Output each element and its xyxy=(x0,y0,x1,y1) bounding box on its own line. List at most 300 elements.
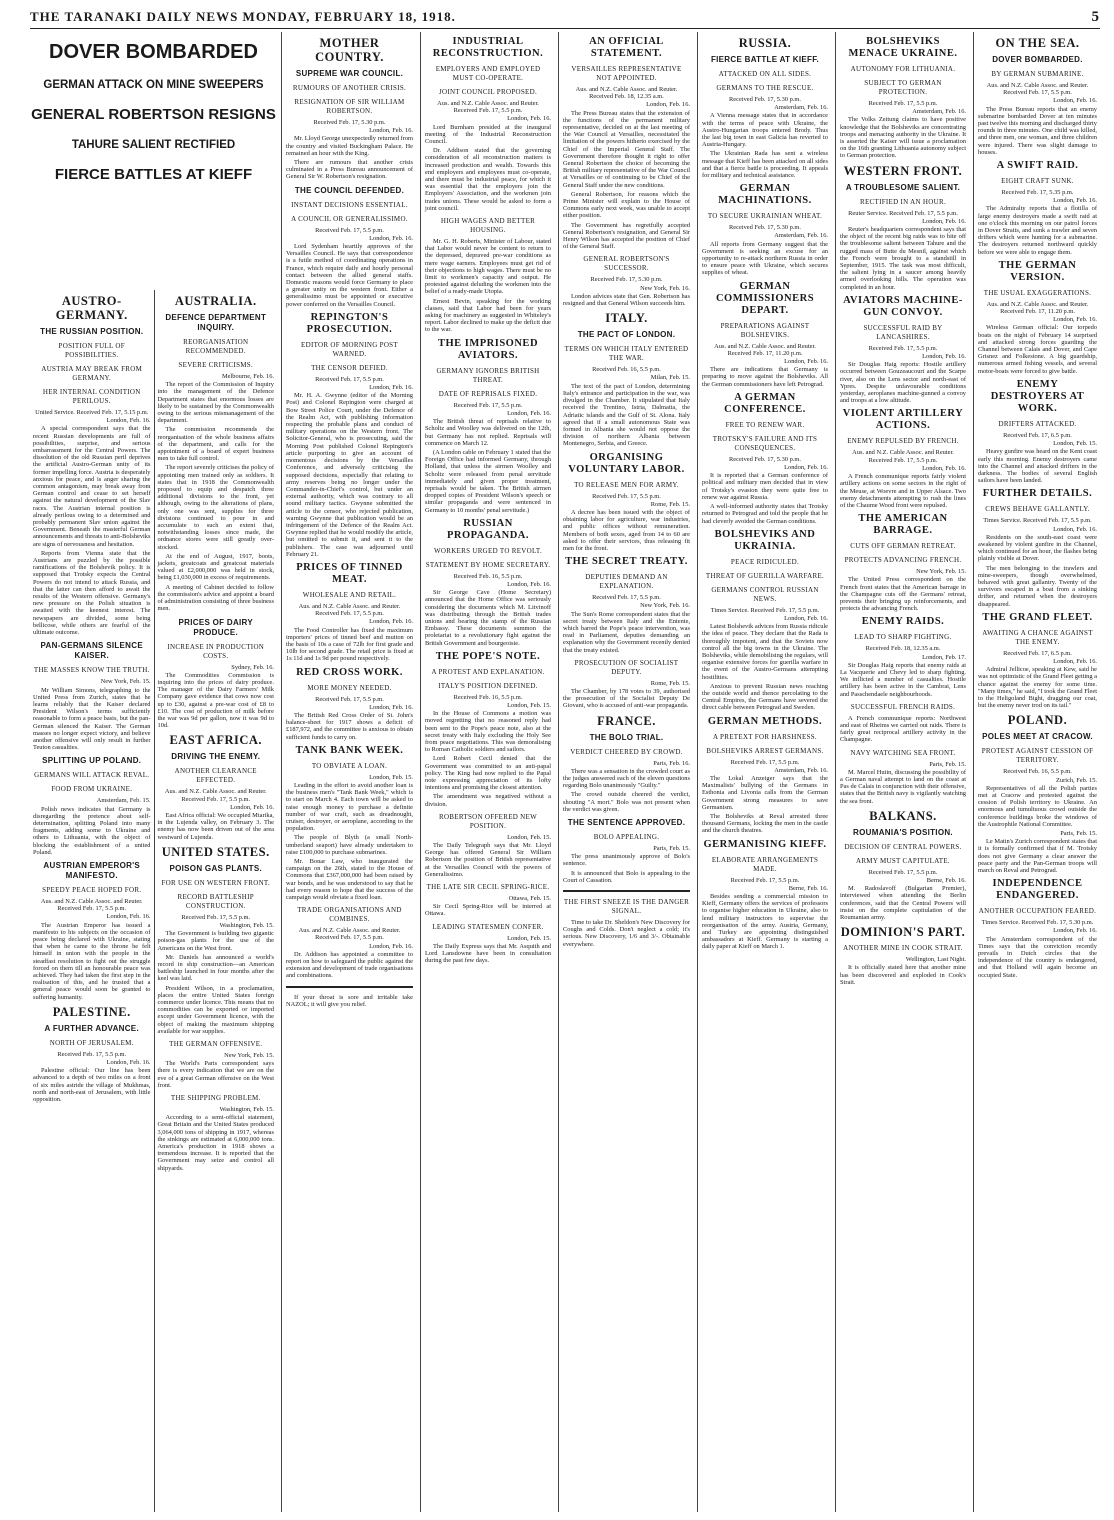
section-head: REPINGTON'S PROSECUTION. xyxy=(306,311,393,335)
section-head: THE GERMAN VERSION. xyxy=(998,259,1077,283)
subhead: FREE TO RENEW WAR. xyxy=(725,420,805,429)
received-line: Received Feb. 17, 5.5 p.m. xyxy=(181,913,251,921)
article-paragraph: The men belonging to the trawlers and mine-sweepers, though overwhelmed, behaved with great gallantry. Twenty of the survivors escaped in a boat from a sinking drifter, and returned when the destroyers disappeared. xyxy=(978,564,1097,608)
article-paragraph: It is officially stated here that another mine has been discovered and exploded in Cook's Strait. xyxy=(840,964,966,986)
subhead: THE BOLO TRIAL. xyxy=(589,732,664,742)
subhead: A TROUBLESOME SALIENT. xyxy=(845,182,961,192)
dateline: Amsterdam, Feb. 16. xyxy=(912,108,966,116)
dateline: London, Feb. 16. xyxy=(369,942,413,950)
subhead: THE USUAL EXAGGERATIONS. xyxy=(983,288,1092,297)
dateline: London, Feb. 16. xyxy=(106,913,151,921)
section-head: GERMAN COMMISSIONERS DEPART. xyxy=(715,280,815,316)
received-line: Received Feb. 17, 5.5 p.m. xyxy=(453,401,523,409)
section-head: GERMAN METHODS. xyxy=(707,715,823,727)
subhead: ROUMANIA'S POSITION. xyxy=(853,827,953,837)
article-paragraph: The Government is building two gigantic poison-gas plants for the use of the Americans on the West front. xyxy=(157,930,274,952)
column-5 xyxy=(697,32,832,1512)
dateline: Melbourne, Feb. 16. xyxy=(221,373,274,380)
dateline: London, Feb. 16. xyxy=(1053,97,1097,105)
dateline: London, Feb. 15. xyxy=(507,701,551,709)
advertisement-text: If your throat is sore and irritable take NAZOL; it will give you relief. xyxy=(286,993,413,1008)
article-paragraph: Mr. Daniels has announced a world's record in ship construction—an American battleship launched in four months after the keel was laid. xyxy=(157,953,274,983)
article-paragraph: The Daily Telegraph says that Mr. Lloyd George has offered General Sir William Robertson the position of British representative at the Versailles Council with the powers of Generalissimo. xyxy=(425,842,551,878)
article-paragraph: The Press Bureau reports that an enemy submarine bombarded Dover at ten minutes past twelve this morning and discharged thirty rounds in three minutes. One child was killed, and three men, one woman, and three children were injured. There was slight damage to houses. xyxy=(978,105,1097,156)
subhead: VERSAILLES REPRESENTATIVE NOT APPOINTED. xyxy=(571,65,682,82)
subhead: ROBERTSON OFFERED NEW POSITION. xyxy=(438,812,538,830)
article-paragraph: Mr William Simons, telegraphing to the United Press from Zurich, states that he learns reliably that the Kaiser declared President Wilson's terms sufficiently reasonable to form a peace basis, but the pan-German silenced the Kaiser. The German masses no longer expect victory, and believe another offensive will only result in further Teuton casualties. xyxy=(33,686,151,752)
subhead: TRADE ORGANISATIONS AND COMBINES. xyxy=(297,906,402,924)
dateline: London, Feb. 15. xyxy=(507,934,551,942)
section-head: PALESTINE. xyxy=(52,1004,131,1019)
received-line: Aus. and N.Z. Cable Assoc. and Reuter. Received Feb. 18, 12.35 a.m. xyxy=(575,86,678,101)
column-6 xyxy=(835,32,970,1512)
subhead: JOINT COUNCIL PROPOSED. xyxy=(438,88,538,96)
article-paragraph: According to a semi-official statement, Great Britain and the United States produced 3,064,000 tons of shipping in 1917, whereas the sinkings are estimated at 6,000,000 tons. America's production in 1918 shows a tremendous increase. It is reported that the Government may seize and control all shipyards. xyxy=(157,1114,274,1172)
article-paragraph: Anxious to prevent Russian news reaching the outside world and thence percolating to the Central Empires, the Germans have severed the direct cable between Petrograd and Sweden. xyxy=(702,682,828,712)
subhead: DRIVING THE ENEMY. xyxy=(171,752,261,762)
article-paragraph: Dr. Addison stated that the governing consideration of all reconstruction matters is increased production and wealth. Towards this end employers and employees must co-operate, and there must be industrial peace, for which it was essential that the employers join the Employers' Association, and the workmen join trades unions. These would be asked to form a joint council. xyxy=(425,147,551,212)
dateline: Amsterdam, Feb. 16. xyxy=(774,104,828,112)
dateline: London, Feb. 16. xyxy=(784,614,828,622)
article-paragraph: The Lokal Anzeiger says that the Maximalists' bullying of the Germans in Esthonia and Livonia calls from the German Government strong measures to save Germanism. xyxy=(702,774,828,811)
article-paragraph: General Robertson, for reasons which the Prime Minister will explain to the House of Commons early next week, was unable to accept either position. xyxy=(563,190,690,220)
received-line: Aus. and N.Z. Cable Assoc. and Reuter. Received Feb. 17, 11.20 p.m. xyxy=(714,342,816,357)
section-head: AUSTRO-GERMANY. xyxy=(55,294,128,322)
dateline: Wellington, Last Night. xyxy=(905,956,966,964)
lead-headline: DOVER BOMBARDED xyxy=(49,41,258,63)
dateline: Berne, Feb. 16. xyxy=(926,876,966,884)
dateline: Paris, Feb. 15. xyxy=(653,845,690,852)
subhead: NAVY WATCHING SEA FRONT. xyxy=(850,748,956,757)
subhead: DEPUTIES DEMAND AN EXPLANATION. xyxy=(585,573,668,591)
section-head: BOLSHEVIKS AND UKRAINIA. xyxy=(714,528,816,552)
received-line: Aus. and N.Z. Cable Assoc. and Reuter. Received Feb. 17, 5.5 p.m. xyxy=(852,449,954,464)
dateline: London, Feb. 16. xyxy=(507,115,551,123)
article-paragraph: Mr. Lloyd George unexpectedly returned from the country and visited Buckingham Palace. He remained an hour with the King. xyxy=(286,135,413,157)
subhead: DRIFTERS ATTACKED. xyxy=(998,419,1077,428)
article-paragraph: Polish news indicates that Germany is disregarding the pretence about self-determination, splitting Poland into many fragments, adding some to Ukraine and others to Lithuania, with the object of blocking the establishment of a united Poland. xyxy=(33,805,151,856)
subhead: AUSTRIAN EMPEROR'S MANIFESTO. xyxy=(43,860,141,880)
masthead-title: THE TARANAKI DAILY NEWS MONDAY, FEBRUARY 18, 1918. xyxy=(30,9,456,24)
received-line: Aus. and N.Z. Cable Assoc. and Reuter. Received Feb. 17, 11.20 p.m. xyxy=(986,300,1089,316)
dateline: Rome, Feb. 15. xyxy=(650,500,690,508)
subhead: PROTEST AGAINST CESSION OF TERRITORY. xyxy=(981,747,1094,765)
divider xyxy=(563,890,690,892)
subhead: SEVERE CRITICISMS. xyxy=(178,361,254,369)
subhead: AWAITING A CHANCE AGAINST THE ENEMY. xyxy=(982,628,1093,646)
subhead: EMPLOYERS AND EMPLOYED MUST CO-OPERATE. xyxy=(435,65,541,82)
subhead: EIGHT CRAFT SUNK. xyxy=(1001,177,1074,186)
column-1 xyxy=(30,32,277,1512)
advertisement-text: Time to take Dr. Sheldon's New Discovery for Coughs and Colds. Don't neglect a cold; it's serious. New Discovery, 1/6 and 3/-. Obtainable everywhere. xyxy=(563,919,690,948)
dateline: London, Feb. 15. xyxy=(369,773,413,781)
dateline: New York, Feb. 16. xyxy=(640,602,690,610)
article-paragraph: Mr. G. H. Roberts, Minister of Labour, stated that Labor would never be content to return to the depressed, depraved pre-war conditions as mere wage earners. Employees must get rid of their objections to high wages. There must be no limit to workmen's capacity and output. He protested against deluding the workmen into the belief of a ready-made Utopia. xyxy=(425,238,551,296)
article-paragraph: Residents on the south-east coast were awakened by violent gunfire in the Channel, which continued for an hour, the flashes being plainly visible at Dover. xyxy=(978,533,1097,563)
dateline: London, Feb. 16. xyxy=(369,618,413,626)
subhead: BOLSHEVIKS ARREST GERMANS. xyxy=(706,746,824,755)
article-paragraph: It is reported that a German conference of political and military men decided that in view of Trotsky's evasion they were quite free to renew war against Russia. xyxy=(702,472,828,501)
subhead: EDITOR OF MORNING POST WARNED. xyxy=(301,340,398,358)
section-head: A SWIFT RAID. xyxy=(996,160,1079,172)
article-paragraph: The commission recommends the reorganisation of the whole business affairs of the department, and calls for the appointment of a board of expert business men to take full control. xyxy=(157,426,274,463)
dateline: London, Feb. 16. xyxy=(784,464,828,472)
lead-deck-1: GERMAN ATTACK ON MINE SWEEPERS xyxy=(43,79,264,91)
received-line: Times Service. Received Feb. 17, 5.5 p.m. xyxy=(983,517,1092,525)
subhead: INSTANT DECISIONS ESSENTIAL. xyxy=(291,200,408,209)
subhead: POLES MEET AT CRACOW. xyxy=(982,732,1093,742)
article-paragraph: Sir Douglas Haig reports: Hostile artillery occurred between Gouzeaucourt and the Scarpe river, also on the Lens sector and north-east of Ypres. Despite unfavourable conditions yesterday, aeroplanes machine-gunned a convoy and troops at a low altitude. xyxy=(840,361,966,405)
article-paragraph: Heavy gunfire was heard on the Kent coast early this morning. Enemy destroyers came into the Channel and attacked drifters in the darkness. The bodies of several English sailors have been landed. xyxy=(978,448,1097,485)
received-line: Received Feb. 17, 5.5 p.m. xyxy=(730,876,800,884)
subhead: ITALY'S POSITION DEFINED. xyxy=(438,681,538,690)
section-head: THE SECRET TREATY. xyxy=(565,556,688,568)
subhead: AUTONOMY FOR LITHUANIA. xyxy=(850,65,956,73)
subhead: POISON GAS PLANTS. xyxy=(169,863,263,873)
dateline: London, Feb. 16. xyxy=(1053,525,1097,533)
divider xyxy=(286,986,413,988)
subhead: ANOTHER OCCUPATION FEARED. xyxy=(978,907,1097,916)
article-paragraph: The United Press correspondent on the French front states that the American barrage in the Champagne cuts off the Germans' retreat, prevents their bringing up reinforcements, and protects the advancing French. xyxy=(840,576,966,613)
article-paragraph: Palestine official: Our line has been advanced to a depth of two miles on a front of six miles astride the village of Mukhmas, north and north-east of Jerusalem, with little opposition. xyxy=(33,1067,151,1104)
column-1-subcolumns xyxy=(30,290,277,1512)
received-line: Times Service. Received Feb. 17, 5.30 p.m. xyxy=(981,919,1094,927)
article-paragraph: The Sun's Rome correspondent states that the secret treaty between Italy and the Entente, which barred the Pope's peace intervention, was read in Parliament, deputies demanding an explanation why the Government recently denied that the treaty existed. xyxy=(563,610,690,654)
article-paragraph: The press unanimously approve of Bolo's sentence. xyxy=(563,853,690,868)
dateline: Sydney, Feb. 16. xyxy=(231,663,274,671)
subhead: ARMY MUST CAPITULATE. xyxy=(855,856,950,865)
dateline: Zurich, Feb. 15. xyxy=(1056,776,1097,784)
article-paragraph: The British threat of reprisals relative to Scholtz and Woolley was delivered on the 12th, but Germany has not replied. Reprisals will commence on March 12. xyxy=(425,418,551,447)
subhead: SPEEDY PEACE HOPED FOR. xyxy=(42,885,142,894)
subhead: HER INTERNAL CONDITION PERILOUS. xyxy=(42,388,141,405)
subhead: TO SECURE UKRAINIAN WHEAT. xyxy=(707,212,823,221)
article-paragraph: A French communique reports: Northwest and east of Rheims we carried out raids. There is fairly great reciprocal artillery activity in the Champagne. xyxy=(840,714,966,744)
subhead: ENEMY REPULSED BY FRENCH. xyxy=(847,437,959,446)
subcolumn-australia xyxy=(154,290,278,1512)
subhead: HIGH WAGES AND BETTER HOUSING. xyxy=(440,217,536,235)
section-head: INDUSTRIAL RECONSTRUCTION. xyxy=(432,36,544,59)
dateline: London, Feb. 16. xyxy=(369,703,413,711)
subhead: FIERCE BATTLE AT KIEFF. xyxy=(710,55,820,64)
article-paragraph: Sir George Cave (Home Secretary) announced that the Home Office was seriously considering the documents which M. Litvinoff was distributing through the British trades unions and bearing the stamp of the Russian Embassy. These documents summon the proletariat to a revolutionary fight against the British Government and bourgeoisie. xyxy=(425,589,551,647)
article-paragraph: Ernest Bevin, speaking for the working classes, said that Labor had been for years asking for machinery as suggested in Whiteley's report. Labor declined to make up the deficit due to the war. xyxy=(425,297,551,334)
received-line: Received Feb. 17, 5.5 p.m. xyxy=(315,375,384,383)
article-paragraph: A Vienna message states that in accordance with the terms of peace with Ukraine, the Austro-Hungarian troops entered Brody. Thus the last big town in east Galicia has reverted to Austria-Hungary. xyxy=(702,112,828,149)
subhead: CREWS BEHAVE GALLANTLY. xyxy=(985,505,1090,514)
section-head: VIOLENT ARTILLERY ACTIONS. xyxy=(842,408,964,432)
subhead: DOVER BOMBARDED. xyxy=(992,55,1083,64)
subhead: STATEMENT BY HOME SECRETARY. xyxy=(425,560,551,569)
received-line: Received Feb. 17, 5.35 p.m. xyxy=(1001,189,1074,197)
article-paragraph: The crowd outside cheered the verdict, shouting "A mort." Bolo was not present when the verdict was given. xyxy=(563,791,690,813)
subhead: GERMANY IGNORES BRITISH THREAT. xyxy=(436,366,540,384)
dateline: London, Feb. 16. xyxy=(922,464,966,472)
article-paragraph: Lord Robert Cecil denied that the Government was committed to an anti-papal policy. The King had now replied to the Papal note expressing appreciation of its lofty intentions and promising the closest attention. xyxy=(425,755,551,792)
subhead: ANOTHER CLEARANCE EFFECTED. xyxy=(174,767,257,785)
subhead: SPLITTING UP POLAND. xyxy=(42,756,142,766)
section-head: INDEPENDENCE ENDANGERED. xyxy=(992,878,1083,902)
subhead: RESIGNATION OF SIR WILLIAM ROBERTSON. xyxy=(294,98,405,115)
subhead: A FURTHER ADVANCE. xyxy=(44,1023,139,1033)
subhead: FOOD FROM UKRAINE. xyxy=(51,785,133,794)
subcolumn-austro-germany xyxy=(30,290,154,1512)
lead-headlines xyxy=(30,32,277,258)
subhead: THE PACT OF LONDON. xyxy=(577,330,676,340)
subhead: THE LATE SIR CECIL SPRING-RICE. xyxy=(426,883,550,892)
article-paragraph: Sir Douglas Haig reports that enemy raids at La Vacquerie and Chevy led to sharp fighting. We inflicted a number of casualties. Hostile artillery has been active in the Cambrai, Lens and Passchendaele neighbourhoods. xyxy=(840,661,966,698)
article-paragraph: There are rumours that another crisis culminated in a Press Bureau announcement of General Sir W. Robertson's resignation. xyxy=(286,159,413,181)
section-head: RUSSIAN PROPAGANDA. xyxy=(446,517,529,541)
dateline: London, Feb. 17. xyxy=(922,653,966,661)
article-paragraph: The text of the pact of London, determining Italy's entrance and participation in the war, was divulged in the Chamber. It stipulated that Italy received the Trentino, Istria, Dalmatia, the Adriatic islands and the Gulf of St. Alona. Italy agreed that if a small autonomous State was formed in Albania she would not oppose the division of northern Albania between Montenegro, Serbia, and Greece. xyxy=(563,382,690,448)
subhead: PAN-GERMANS SILENCE KAISER. xyxy=(40,641,143,661)
article-paragraph: The Bolsheviks at Reval arrested three thousand Germans, locking the men in the castle and the church theatres. xyxy=(702,812,828,835)
subhead: BOLO APPEALING. xyxy=(593,833,660,841)
received-line: Aus. and N.Z. Cable Assoc. and Reuter. Received Feb. 17, 5.5 p.m. xyxy=(40,897,143,913)
article-paragraph: The report of the Commission of Inquiry into the management of the Defence Department states that enormous losses are likely to be sustained by the Commonwealth owing to the serious mismanagement of the department. xyxy=(157,381,274,425)
article-paragraph: Mr. Bonar Law, who inaugurated the campaign on the 26th, stated to the House of Commons that £367,000,000 had been raised by war bonds, and he was understood to say that he had every reason to hope that the success of the campaign would obviate a fixed loan. xyxy=(286,858,413,902)
subhead: A PROTEST AND EXPLANATION. xyxy=(431,667,545,676)
section-head: BALKANS. xyxy=(869,808,937,823)
subhead: PREPARATIONS AGAINST BOLSHEVIKS. xyxy=(720,321,810,339)
subhead: INCREASE IN PRODUCTION COSTS. xyxy=(167,642,265,660)
section-head: PRICES OF TINNED MEAT. xyxy=(296,561,403,585)
subhead: BY GERMAN SUBMARINE. xyxy=(991,70,1084,78)
advertisement-head: THE FIRST SNEEZE IS THE DANGER SIGNAL. xyxy=(563,898,690,916)
subhead: SUBJECT TO GERMAN PROTECTION. xyxy=(864,79,942,96)
received-line: Received Feb. 17, 5.5 p.m. xyxy=(592,594,661,602)
received-line: Received Feb. 17, 6.5 p.m. xyxy=(1003,431,1072,439)
article-paragraph: East Africa official: We occupied Mtarika, in the Lujenda valley, on February 3. The enemy has now been driven out of the area westward of Lujenda. xyxy=(157,811,274,841)
section-head: MOTHER COUNTRY. xyxy=(315,36,384,64)
subhead: POSITION FULL OF POSSIBILITIES. xyxy=(58,342,125,359)
section-head: THE AMERICAN BARRAGE. xyxy=(858,513,948,537)
subhead: RUMOURS OF ANOTHER CRISIS. xyxy=(292,84,407,92)
dateline: Washington, Feb. 15. xyxy=(219,921,274,929)
received-line: Received Feb. 18, 12.35 a.m. xyxy=(865,645,941,653)
subhead: GENERAL ROBERTSON'S SUCCESSOR. xyxy=(583,255,670,273)
section-head: RUSSIA. xyxy=(738,36,792,50)
article-paragraph: The report severely criticises the policy of appointing men trained only as soldiers. It states that in 1918 the Commonwealth proposed to equip and despatch three additional divisions to the front, yet although, owing to the alterations of plans, only one was sent, supplies for three divisions continued to pour in and accumulate to such an extent that, notwithstanding losses since made, the ordnance stores were still greatly over-stocked. xyxy=(157,464,274,551)
section-head: THE GRAND FLEET. xyxy=(982,611,1093,623)
subhead: MORE MONEY NEEDED. xyxy=(307,683,392,692)
article-paragraph: In the House of Commons a motion was moved regretting that no reasoned reply had been sent to the Pope's peace note, also at the secret treaty with Italy excluding the Holy See from peace negotiations. This was demoralising to Roman Catholic soldiers and sailors. xyxy=(425,710,551,754)
section-head: A GERMAN CONFERENCE. xyxy=(724,391,806,415)
subhead: ELABORATE ARRANGEMENTS MADE. xyxy=(711,855,819,873)
dateline: London, Feb. 16. xyxy=(369,234,413,242)
subhead: SUCCESSFUL RAID BY LANCASHIRES. xyxy=(863,323,943,341)
article-paragraph: Leading in the effort to avoid another loan is the business men's "Tank Bank Week," which is to start on March 4. Each town will be asked to raise enough money to purchase a definite number of war craft, such as dreadnought, cruiser, destroyer, or aeroplane, according to the population. xyxy=(286,781,413,833)
page-number: 5 xyxy=(1091,8,1100,25)
received-line: Received Feb. 17, 5.30 p.m. xyxy=(313,119,386,126)
subhead: THE SHIPPING PROBLEM. xyxy=(170,1094,261,1103)
article-paragraph: M. Marcel Hutin, discussing the possibility of a German naval attempt to land on the coast at Pas de Calais in conjunction with their offensive, states that the British navy is vigilantly watching the sea front. xyxy=(840,768,966,805)
section-head: ON THE SEA. xyxy=(995,36,1080,50)
article-paragraph: The Press Bureau states that the extension of the functions of the permanent military representative, decided on at the last meeting of the War Council at Versailles, necessitated the limitation of the powers hitherto exercised by the Chief of the Imperial General Staff. The Government therefore thought it right to offer General Robertson the choice of becoming the British military representative of the War Council at Versailles or of continuing to be Chief of the General Staff under the new conditions. xyxy=(563,109,690,189)
article-paragraph: Admiral Jellicoe, speaking at Kew, said he was not optimistic of the Grand Fleet getting a chance against the enemy for some time. "Many times," he said, "I took the Grand Fleet to the Heligoland Bight, dragging our coat, but the enemy never trod on its tail." xyxy=(978,666,1097,710)
article-paragraph: Dr. Addison has appointed a committee to report on how to safeguard the public against the extension and development of trade organisations and combinations. xyxy=(286,950,413,980)
subhead: RECTIFIED IN AN HOUR. xyxy=(859,197,947,206)
subhead: DECISION OF CENTRAL POWERS. xyxy=(844,842,962,851)
article-paragraph: Le Matin's Zurich correspondent states that it is formally confirmed that if M. Trotsky does not give Germany a clear answer the peace party and the Pan-German troops will march on Reval and Petrograd. xyxy=(978,838,1097,875)
dateline: London, Feb. 16. xyxy=(1053,657,1097,665)
article-paragraph: The Daily Express says that Mr. Asquith and Lord Lansdowne have been in consultation during the past few days. xyxy=(425,942,551,965)
received-line: Received Feb. 17, 5.5 p.m. xyxy=(592,492,661,500)
dateline: Paris, Feb. 16. xyxy=(653,759,690,767)
received-line: Aus. and N.Z. Cable Assoc. and Reuter. Received Feb. 17, 5.5 p.m. xyxy=(986,82,1089,97)
article-paragraph: Wireless German official: Our torpedo boats on the night of February 14 surprised and attacked strong forces guarding the Channel between Calais and Dover, and Cape Grisnez and Folkestone. A big guardship, numerous armed fishing vessels, and several motor-boats were forced to give battle. xyxy=(978,324,1097,375)
subhead: SUPREME WAR COUNCIL. xyxy=(295,69,404,78)
dateline: New York, Feb. 15. xyxy=(224,1052,274,1059)
article-paragraph: All reports from Germany suggest that the Government is seeking an excuse for an opportunity to re-attack northern Russia in order to ensure peace with Ukraine, which secures supplies of wheat. xyxy=(702,240,828,277)
article-paragraph: The World's Paris correspondent says there is every indication that we are on the eve of a great German offensive on the West front. xyxy=(157,1060,274,1089)
received-line: Times Service. Received Feb. 17, 5.5 p.m. xyxy=(710,606,820,614)
received-line: Reuter Service. Received Feb. 17, 5.5 p.m. xyxy=(848,209,958,217)
dateline: Amsterdam, Feb. 15. xyxy=(96,797,151,805)
dateline: Paris, Feb. 15. xyxy=(1060,830,1097,837)
received-line: Received Feb. 16, 5.5 p.m. xyxy=(453,572,523,580)
subhead: THE MASSES KNOW THE TRUTH. xyxy=(33,666,150,675)
received-line: Aus. and N.Z. Cable Assoc. and Reuter. Received Feb. 17, 5.5 p.m. xyxy=(437,100,539,115)
section-head: ORGANISING VOLUNTARY LABOR. xyxy=(568,451,685,475)
subhead: DEFENCE DEPARTMENT INQUIRY. xyxy=(165,313,267,332)
received-line: Received Feb. 17, 6.5 p.m. xyxy=(1003,649,1072,657)
section-head: EAST AFRICA. xyxy=(169,733,263,748)
article-paragraph: The Chamber, by 178 votes to 39, authorised the prosecution of the Socialist Deputy De Giovani, who is accused of anti-war propaganda. xyxy=(563,687,690,710)
article-paragraph: A decree has been issued with the object of obtaining labor for agriculture, war industries, and public offices without remuneration. Members of both sexes, aged from 14 to 60 are asked to offer their services, thus releasing fit men for the front. xyxy=(563,508,690,552)
section-head: POLAND. xyxy=(1007,713,1068,728)
article-paragraph: A French communique reports fairly violent artillery actions on some sectors in the right of the Meuse, at Woevre and in Upper Alsace. Two enemy detachments attempting to rush the lines of the Chaume Wood front were repulsed. xyxy=(840,473,966,509)
received-line: Aus. and N.Z. Cable Assoc. and Reuter. Received Feb. 17, 5.5 p.m. xyxy=(298,602,401,618)
received-line: Received Feb. 16, 5.5 p.m. xyxy=(592,366,661,374)
subhead: PROSECUTION OF SOCIALIST DEPUTY. xyxy=(574,658,679,676)
article-paragraph: At the end of August, 1917, boots, jackets, greatcoats and greatcoat materials valued at £2,000,000 was held in stock, being £1,030,000 in excess of requirements. xyxy=(157,552,274,582)
dateline: London, Feb. 16. xyxy=(922,353,966,361)
received-line: Received Feb. 16, 5.5 p.m. xyxy=(1003,768,1072,776)
dateline: Paris, Feb. 15. xyxy=(929,760,966,768)
subhead: TROTSKY'S FAILURE AND ITS CONSEQUENCES. xyxy=(712,434,818,452)
dateline: London, Feb. 16. xyxy=(369,384,413,392)
section-head: AN OFFICIAL STATEMENT. xyxy=(589,36,664,59)
subhead: THE SENTENCE APPROVED. xyxy=(567,818,686,827)
subhead: THREAT OF GUERILLA WARFARE. xyxy=(705,571,825,580)
dateline: Ottawa, Feb. 15. xyxy=(508,895,551,903)
masthead xyxy=(30,6,1100,28)
received-line: Received Feb. 17, 5.5 p.m. xyxy=(730,758,800,766)
dateline: Berne, Feb. 16. xyxy=(788,884,828,892)
dateline: London, Feb. 15. xyxy=(507,833,551,841)
received-line: Received Feb. 17, 5.5 p.m. xyxy=(315,695,384,703)
subhead: WHOLESALE AND RETAIL. xyxy=(302,590,397,599)
article-paragraph: Mr. H. A. Gwynne (editor of the Morning Post) and Colonel Repington were charged at Bow Street Police Court, under the Defence of the Realm Act, with publishing information respecting the probable plans and conduct of military operations on the Western front. The Solicitor-General, who is prosecuting, said the Morning Post published Colonel Repington's article purporting to give an account of momentous decisions by the Versailles Conference, and adversely criticising the supposed decisions, especially that relating to army reserves being no longer under the Commander-in-Chief's control, but under an external authority, which was contrary to all sound military tactics. Gwynne submitted the article to the censor, who rejected publication, warning Gwynne that publication would be an infringement of the Defence of the Realm Act. Gwynne replied that he would modify the article, but omitted to submit it, and sent it to the publishers. The case was adjourned until February 21. xyxy=(286,392,413,558)
received-line: Received Feb. 17, 5.5 p.m. xyxy=(868,868,938,876)
article-paragraph: It is announced that Bolo is appealing to the Court of Cassation. xyxy=(563,869,690,884)
article-paragraph: The amendment was negatived without a division. xyxy=(425,793,551,808)
section-head: BOLSHEVIKS MENACE UKRAINE. xyxy=(848,36,958,59)
received-line: Received Feb. 17, 5.5 p.m. xyxy=(57,1050,127,1058)
subhead: LEAD TO SHARP FIGHTING. xyxy=(854,633,952,642)
section-head: GERMANISING KIEFF. xyxy=(703,838,827,850)
article-paragraph: The Government has regretfully accepted General Robertson's resignation, and General Sir Henry Wilson has accepted the position of Chief of the General Staff. xyxy=(563,221,690,251)
section-head: RED CROSS WORK. xyxy=(296,666,403,678)
dateline: London, Feb. 16. xyxy=(922,217,966,225)
article-paragraph: The Food Controller has fixed the maximum importers' prices of tinned beef and mutton on the basis of 10s a case of 72lb for first grade and 10lb for second grade. The retail price is fixed at 1s 11d and 1s 9d per pound respectively. xyxy=(286,626,413,663)
section-head: FRANCE. xyxy=(597,713,656,728)
received-line: Received Feb. 17, 5.30 p.m. xyxy=(590,276,663,284)
dateline: London, Feb. 16. xyxy=(507,409,551,417)
received-line: Aus. and N.Z. Cable Assoc. and Reuter. Received Feb. 17, 5.5 p.m. xyxy=(164,788,267,803)
lead-deck-2: GENERAL ROBERTSON RESIGNS xyxy=(31,106,276,123)
article-paragraph: Representatives of all the Polish parties met at Cracow and protested against the cession of Polish territory to Ukraine. An enormous and tumultuous crowd outside the conference buildings broke the windows of the Austrophile National Committee. xyxy=(978,784,1097,828)
dateline: New York, Feb. 15. xyxy=(100,678,151,686)
article-paragraph: Reuter's headquarters correspondent says that the object of the recent big raids was to bite off the troublesome salient between Tahure and the rugged mass of Butte du Mesnil, against which the French were brought to a standstill in September, 1915. The task was most difficult, the salient lying in a saucer among heavily armed overlooking hills. The operation was completed in an hour. xyxy=(840,226,966,291)
article-paragraph: (A London cable on February 1 stated that the Foreign Office had informed Germany, through Holland, that unless the airmen Woolley and Scholtz were released from penal servitude immediately and given proper treatment, reprisals would be taken. The British airmen dropped copies of President Wilson's speech or similar propaganda and were sentenced in Germany to 10 months' penal servitude.) xyxy=(425,448,551,514)
dateline: New York, Feb. 15. xyxy=(916,568,966,576)
column-7 xyxy=(973,32,1101,1512)
article-paragraph: A well-informed authority states that Trotsky returned to Petrograd and told the people that he had cleverly avoided the German conditions. xyxy=(702,503,828,525)
subhead: WORKERS URGED TO REVOLT. xyxy=(433,546,543,555)
received-line: Received Feb. 17, 5.30 p.m. xyxy=(729,455,801,463)
section-head: AVIATORS MACHINE-GUN CONVOY. xyxy=(843,294,963,318)
lead-deck-4: FIERCE BATTLES AT KIEFF xyxy=(54,166,253,183)
article-paragraph: Latest Bolshevik advices from Russia ridicule the idea of peace. They declare that the Rada is thoroughly impotent, and that the Soviets now control all the big towns in the Ukraine. The Bolsheviks, while demobilising the regulars, will organise extensive forces for guerilla warfare in the event of the Austro-Germans attempting hostilities. xyxy=(702,623,828,681)
subhead: AUSTRIA MAY BREAK FROM GERMANY. xyxy=(41,365,143,382)
subhead: TO OBVIATE A LOAN. xyxy=(311,761,388,770)
article-paragraph: There was a sensation in the crowded court as the judges answered each of the eleven questions regarding Bolo unanimously "Guilty." xyxy=(563,767,690,790)
article-paragraph: Lord Sydenham heartily approves of the Versailles Council. He says that correspondence is a futile method of coordinating operations in France, which require daily and hourly personal contact between the allied general staffs. Domestic reasons would force Germany to place a greater unity on the western front. Either a generalissimo must be appointed or executive power conferred on the Versailles Council. xyxy=(286,243,413,308)
subhead: CUTS OFF GERMAN RETREAT. xyxy=(850,542,956,551)
column-2 xyxy=(281,32,417,1512)
article-paragraph: A meeting of Cabinet decided to follow the commission's advice and appoint a board of administration consisting of three business men. xyxy=(157,583,274,613)
subhead: FOR USE ON WESTERN FRONT. xyxy=(161,878,271,887)
subhead: THE RUSSIAN POSITION. xyxy=(40,327,144,336)
section-head: GERMAN MACHINATIONS. xyxy=(718,183,812,207)
subhead: GERMANS WILL ATTACK REVAL. xyxy=(34,771,150,780)
received-line: Received Feb. 17, 5.30 p.m. xyxy=(729,224,801,232)
section-head: THE POPE'S NOTE. xyxy=(435,650,541,662)
article-paragraph: Sir Cecil Spring-Rice will be interred at Ottawa. xyxy=(425,903,551,918)
article-paragraph: President Wilson, in a proclamation, places the entire United States foreign commerce under licence. This means that no commodities can be exported or imported except under Government licence, with the object of making the maximum shipping available for war supplies. xyxy=(157,984,274,1035)
dateline: London, Feb. 15. xyxy=(1053,440,1097,448)
article-paragraph: The Amsterdam correspondent of the Times says that the conviction recently prevails in Dutch circles that the independence of the country is endangered, and that Holland will again become an occupied State. xyxy=(978,935,1097,979)
dateline: London, Feb. 16. xyxy=(1053,197,1097,205)
subhead: TERMS ON WHICH ITALY ENTERED THE WAR. xyxy=(564,345,689,363)
column-3 xyxy=(420,32,555,1512)
article-paragraph: There are indications that Germany is preparing to move against the Bolsheviks. All the German commissioners have left Petrograd. xyxy=(702,366,828,388)
section-head: TANK BANK WEEK. xyxy=(295,744,404,756)
column-4 xyxy=(558,32,694,1512)
article-paragraph: The people of Blyth (a small North-umberland seaport) have already undertaken to raise £100,000 to purchase submarines. xyxy=(286,834,413,856)
article-paragraph: Lord Burnham presided at the inaugural meeting of the Industrial Reconstruction Council. xyxy=(425,123,551,146)
dateline: London, Feb. 16. xyxy=(1053,927,1097,935)
section-head: THE IMPRISONED AVIATORS. xyxy=(437,337,539,361)
subhead: REORGANISATION RECOMMENDED. xyxy=(183,338,249,355)
dateline: London, Feb. 16. xyxy=(507,580,551,588)
section-head: FURTHER DETAILS. xyxy=(982,488,1093,500)
section-head: WESTERN FRONT. xyxy=(843,163,963,178)
dateline: Milan, Feb. 15. xyxy=(650,374,690,382)
article-paragraph: Besides sending a commercial mission to Kieff, Germany offers the services of professors to organise higher education in Ukraine, also to lend military instructors to supervise the reorganisation of the army. Austria, Germany, and Turkey are appointing distinguished ambassadors at Kieff. Germany is starting a daily paper at Kieff on March 1. xyxy=(702,892,828,951)
dateline: Amsterdam, Feb. 16. xyxy=(774,766,828,774)
subhead: VERDICT CHEERED BY CROWD. xyxy=(570,747,683,756)
article-paragraph: The Admiralty reports that a flotilla of large enemy destroyers made a swift raid at one o'clock this morning on our patrol forces in Dover Straits, and sunk a trawler and seven drifters which were hunting for a submarine. The destroyers returned northward quickly before we were able to engage them. xyxy=(978,205,1097,256)
received-line: Received Feb. 16, 5.5 p.m. xyxy=(453,693,523,701)
dateline: London, Feb. 16. xyxy=(646,101,690,109)
dateline: London, Feb. 16. xyxy=(230,803,274,811)
subhead: GERMANS CONTROL RUSSIAN NEWS. xyxy=(711,585,819,603)
article-paragraph: The Commodities Commission is inquiring into the prices of dairy produce. The manager of the Dairy Farmers' Milk Company gave evidence that cows now cost up to £30, against a pre-war cost of £8 to £10. The cost of production of milk before the war was 9d per gallon, now it was 9d to 10d. xyxy=(157,671,274,730)
